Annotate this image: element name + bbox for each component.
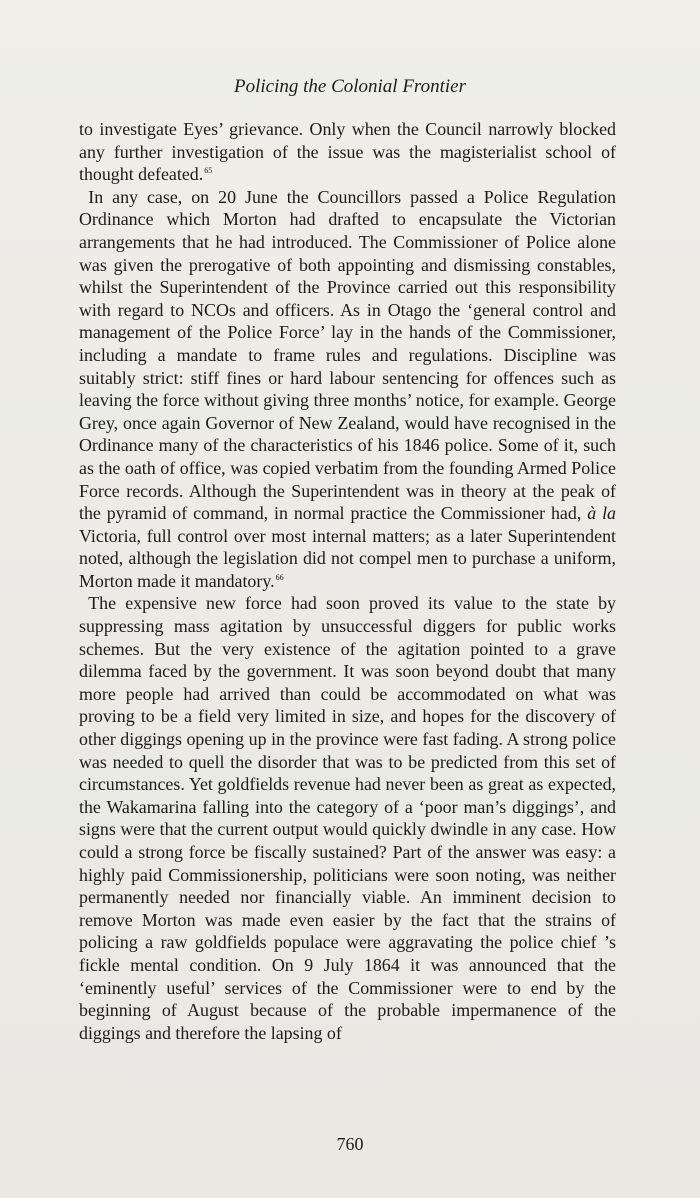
running-head-title: Policing the Colonial Frontier xyxy=(233,76,467,97)
paragraph-1-text: to investigate Eyes’ grievance. Only when the Council narrowly blocked any further investigation of the issue was the magisterialist school of thought defeated. xyxy=(79,119,616,185)
footnote-ref-65[interactable]: 65 xyxy=(204,166,213,176)
paragraph-1 xyxy=(79,118,616,186)
paragraph-3 xyxy=(79,592,616,1044)
page-number: 760 xyxy=(336,1134,364,1154)
paragraph-3-text: The expensive new force had soon proved its value to the state by suppressing mass agitation by unsuccessful diggers for public works schemes. But the very existence of the agitation pointed to a grave dilemma faced by the government. It was soon beyond doubt that many more people had arrived than could be accommodated on what was proving to be a field very limited in size, and hopes for the discovery of other diggings opening up in the province were fast fading. A strong police was needed to quell the disorder that was to be predicted from this set of circumstances. Yet goldfields revenue had never been as great as expected, the Wakamarina falling into the category of a ‘poor man’s diggings’, and signs were that the current output would quickly dwindle in any case. How could a strong force be fiscally sustained? Part of the answer was easy: a highly paid Commissionership, politicians were soon noting, was neither permanently needed nor financially viable. An imminent decision to remove Morton was made even easier by the fact that the strains of policing a raw goldfields populace were aggravating the police chief ’s fickle mental condition. On 9 July 1864 it was announced that the ‘eminently useful’ services of the Commissioner were to end by the beginning of August because of the probable impermanence of the diggings and therefore the lapsing of xyxy=(79,593,616,1043)
paragraph-2-text-a: In any case, on 20 June the Councillors passed a Police Regulation Ordinance which Morton had drafted to encapsulate the Victorian arrangements that he had introduced. The Commissioner of Police alone was given the prerogative of both appointing and dismissing constables, whilst the Superintendent of the Province carried out this responsibility with regard to NCOs and officers. As in Otago the ‘general control and management of the Police Force’ lay in the hands of the Commissioner, including a mandate to frame rules and regulations. Discipline was suitably strict: stiff fines or hard labour sentencing for offences such as leaving the force without giving three months’ notice, for example. George Grey, once again Governor of New Zealand, would have recognised in the Ordinance many of the characteristics of his 1846 police. Some of it, such as the oath of office, was copied verbatim from the founding Armed Police Force records. Although the Superintendent was in theory at the peak of the pyramid of command, in normal practice the Commissioner had, xyxy=(79,186,616,524)
body-text xyxy=(79,118,616,1044)
paragraph-2-italic-phrase: à la xyxy=(587,503,616,524)
paragraph-2-text-b: Victoria, full control over most internal matters; as a later Superintendent noted, although the legislation did not compel men to purchase a uniform, Morton made it mandatory. xyxy=(79,525,616,591)
footnote-ref-66[interactable]: 66 xyxy=(275,572,284,582)
paragraph-2 xyxy=(79,186,616,593)
